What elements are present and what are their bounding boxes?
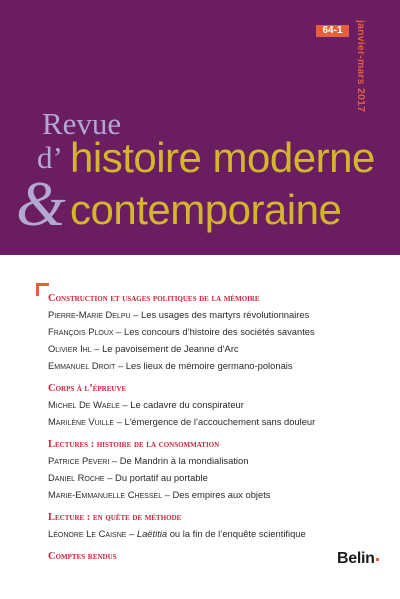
toc-entry-separator: – xyxy=(126,528,137,539)
toc-entry xyxy=(48,469,348,486)
toc-section xyxy=(48,511,348,542)
publisher-logo-mark xyxy=(376,558,379,561)
issue-number-badge: 64-1 xyxy=(316,25,349,37)
toc-section xyxy=(48,550,348,564)
toc-entry-author: Léonore Le Caisne xyxy=(48,528,127,539)
toc-entry xyxy=(48,306,348,323)
journal-title-d: d’ xyxy=(37,140,63,175)
toc-entry-separator: – xyxy=(109,455,120,466)
toc-entry-title: Les concours d’histoire des sociétés savantes xyxy=(123,326,315,337)
toc-entry-separator: – xyxy=(130,309,142,320)
cover-header-band xyxy=(0,0,400,255)
toc-entry-separator: – xyxy=(162,489,173,500)
toc-entry-author: Pierre-Marie Delpu xyxy=(48,309,131,320)
toc-entry-separator: – xyxy=(113,326,124,337)
toc-entry-author: Marilène Vuille xyxy=(48,416,115,427)
toc-entry-author: Marie-Emmanuelle Chessel xyxy=(48,489,163,500)
journal-title-line2: contemporaine xyxy=(70,186,342,233)
publisher-logo xyxy=(337,550,379,568)
toc-section xyxy=(48,382,348,430)
toc-entry-title: ou la fin de l’enquête scientifique xyxy=(167,528,306,539)
toc-entry-title: Du portatif au portable xyxy=(115,472,208,483)
toc-entry xyxy=(48,340,348,357)
publisher-name: Belin xyxy=(337,550,375,567)
toc-entry-title: L’émergence de l’accouchement sans douleur xyxy=(124,416,316,427)
toc-entry-title-italic: Laëtitia xyxy=(136,528,168,539)
journal-title-ampersand: & xyxy=(16,168,66,239)
toc-entry-separator: – xyxy=(114,416,125,427)
toc-entry xyxy=(48,452,348,469)
toc-section xyxy=(48,292,348,374)
toc-section-title: Comptes rendus xyxy=(48,551,117,562)
toc-entry-separator: – xyxy=(104,472,116,483)
toc-entry-title: Le cadavre du conspirateur xyxy=(130,399,244,410)
issue-date: janvier-mars 2017 xyxy=(355,20,367,113)
toc-section-title: Lecture : en quête de méthode xyxy=(48,512,182,523)
toc-entry-author: Emmanuel Droit xyxy=(48,360,116,371)
toc-section-title: Lectures : histoire de la consommation xyxy=(48,439,220,450)
toc-entry-author: François Ploux xyxy=(48,326,114,337)
toc-entry xyxy=(48,486,348,503)
toc-entry-separator: – xyxy=(115,360,126,371)
toc-section xyxy=(48,438,348,503)
toc-entry-author: Michel De Waele xyxy=(48,399,120,410)
toc-entry xyxy=(48,323,348,340)
toc-entry-title: Le pavoisement de Jeanne d’Arc xyxy=(102,343,239,354)
toc-entry-title: De Mandrin à la mondialisation xyxy=(119,455,249,466)
toc-entry-separator: – xyxy=(119,399,131,410)
toc-entry-author: Patrice Peveri xyxy=(48,455,110,466)
toc-section-title: Construction et usages politiques de la mémoire xyxy=(48,293,260,304)
toc-entry xyxy=(48,357,348,374)
toc-entry-separator: – xyxy=(91,343,103,354)
table-of-contents xyxy=(48,292,348,572)
toc-entry-title: Les usages des martyrs révolutionnaires xyxy=(141,309,310,320)
toc-entry xyxy=(48,396,348,413)
toc-entry-title: Les lieux de mémoire germano-polonais xyxy=(125,360,293,371)
toc-section-title: Corps à l’épreuve xyxy=(48,383,127,394)
toc-entry-title: Des empires aux objets xyxy=(172,489,271,500)
toc-entry xyxy=(48,413,348,430)
journal-title-line1: histoire moderne xyxy=(70,134,375,181)
toc-entry xyxy=(48,525,348,542)
toc-entry-author: Olivier Ihl xyxy=(48,343,92,354)
journal-title-revue: Revue xyxy=(42,106,122,141)
toc-entry-author: Daniel Roche xyxy=(48,472,105,483)
